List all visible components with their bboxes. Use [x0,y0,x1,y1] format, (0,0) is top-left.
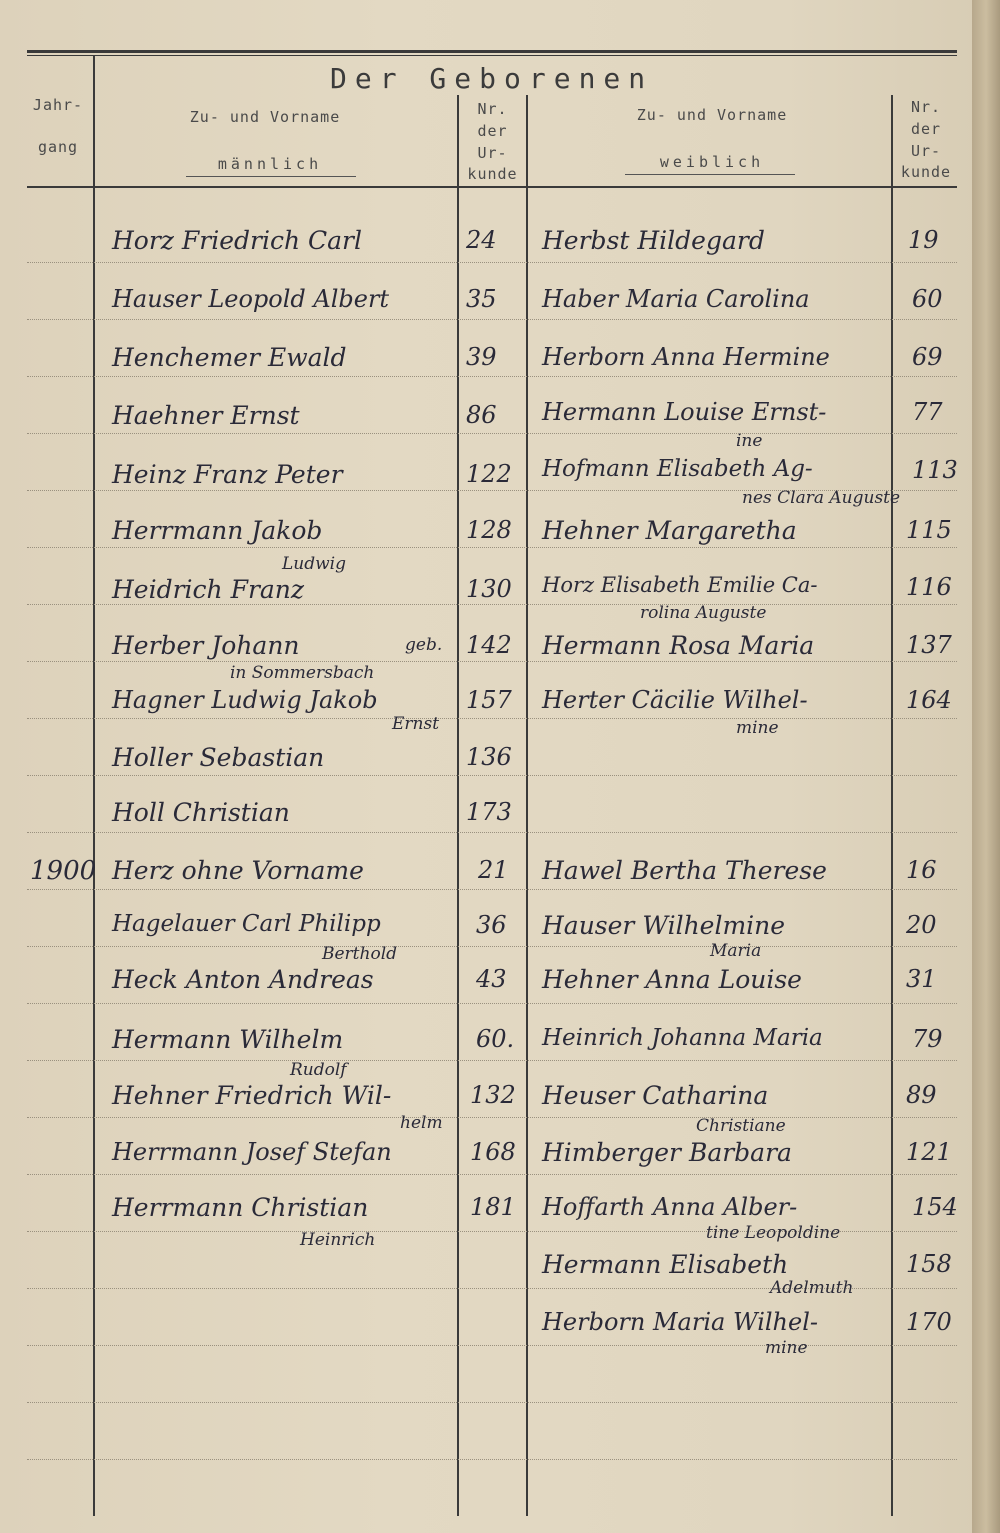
row-guide-line [27,946,957,947]
female-nr: 154 [912,1193,958,1221]
row-guide-line [27,376,957,377]
male-name: Herz ohne Vorname [112,856,364,885]
male-name-note: Ludwig [282,554,346,574]
male-nr: 136 [466,743,512,771]
female-name: Herbst Hildegard [542,226,765,255]
male-nr-line3: Ur- [477,144,508,162]
female-nr-line1: Nr. [910,98,942,116]
female-nr: 158 [906,1250,952,1278]
row-guide-line [27,1117,957,1118]
female-name: Heinrich Johanna Maria [542,1025,823,1051]
row-guide-line [27,718,957,719]
female-name: Hehner Margaretha [542,516,797,545]
female-nr: 116 [906,573,952,601]
row-guide-line [27,262,957,263]
female-name-note: Christiane [696,1116,786,1136]
male-name: Hermann Wilhelm [112,1025,344,1054]
female-name: Herborn Anna Hermine [542,343,830,371]
female-name: Hermann Elisabeth [542,1250,789,1279]
female-nr: 113 [912,456,958,484]
female-name: Herter Cäcilie Wilhel- [542,686,808,714]
female-nr-line2: der [910,120,942,138]
jahrgang-label-bottom: gang [37,138,79,156]
female-name: Hofmann Elisabeth Ag- [542,456,813,482]
female-sub-heading: weiblich [659,153,765,171]
male-name: Herrmann Jakob [112,516,323,545]
male-nr: 122 [466,460,512,488]
male-name: Holl Christian [112,798,290,827]
male-nr: 35 [466,285,497,313]
top-rule [27,50,957,53]
row-guide-line [27,889,957,890]
female-name: Hoffarth Anna Alber- [542,1193,798,1221]
col-line-4 [891,95,893,1516]
row-guide-line [27,775,957,776]
female-name: Herborn Maria Wilhel- [542,1308,818,1336]
row-guide-line [27,832,957,833]
female-name: Hawel Bertha Therese [542,856,827,885]
male-name: Hauser Leopold Albert [112,285,390,313]
male-nr: 39 [466,343,497,371]
female-nr: 89 [906,1081,937,1109]
female-nr: 137 [906,631,952,659]
female-nr-line4: kunde [900,163,952,181]
male-name-note: helm [400,1113,443,1133]
male-name-heading: Zu- und Vorname [189,108,341,126]
male-name: Heidrich Franz [112,575,305,604]
female-name-note: nes Clara Auguste [742,488,901,508]
page-edge [972,0,1000,1533]
male-nr: 181 [470,1193,516,1221]
male-nr-line2: der [477,122,508,140]
female-name-note: ine [736,431,763,451]
female-name-note: Maria [710,941,762,961]
male-name: Heinz Franz Peter [112,460,343,489]
male-nr: 36 [476,911,507,939]
male-sub-heading: männlich [217,155,323,173]
female-nr: 115 [906,516,952,544]
male-nr: 43 [476,965,507,993]
register-title: Der Geborenen [330,62,654,95]
col-line-1 [93,56,95,1516]
female-nr: 60 [912,285,943,313]
male-name-note: in Sommersbach [230,663,375,683]
female-underline [625,174,795,175]
male-name: Heck Anton Andreas [112,965,374,994]
female-nr: 77 [912,398,943,426]
male-name: Haehner Ernst [112,401,300,430]
female-nr: 79 [912,1025,943,1053]
female-name: Himberger Barbara [542,1138,792,1167]
female-name: Hauser Wilhelmine [542,911,786,940]
male-name-note: geb. [405,635,443,655]
col-line-2 [457,95,459,1516]
male-nr-line1: Nr. [477,100,508,118]
female-nr: 69 [912,343,943,371]
male-nr: 142 [466,631,512,659]
female-nr: 164 [906,686,952,714]
female-nr: 20 [906,911,937,939]
female-name-note: mine [765,1338,808,1358]
male-nr: 128 [466,516,512,544]
male-nr: 132 [470,1081,516,1109]
female-nr: 121 [906,1138,952,1166]
header-rule [27,186,957,188]
male-nr: 24 [466,226,497,254]
female-name: Hehner Anna Louise [542,965,802,994]
female-name: Heuser Catharina [542,1081,769,1110]
male-underline [186,176,356,177]
female-name-note: mine [736,718,779,738]
male-name: Hehner Friedrich Wil- [112,1081,392,1110]
row-guide-line [27,547,957,548]
male-name: Holler Sebastian [112,743,325,772]
female-nr-line3: Ur- [910,142,942,160]
male-name: Horz Friedrich Carl [112,226,362,255]
male-name: Herrmann Christian [112,1193,369,1222]
female-nr: 16 [906,856,937,884]
male-nr-line4: kunde [467,165,518,183]
male-name: Herrmann Josef Stefan [112,1138,392,1166]
male-nr: 173 [466,798,512,826]
year-1900: 1900 [30,856,97,886]
male-nr: 130 [466,575,512,603]
row-guide-line [27,604,957,605]
row-guide-line [27,1459,957,1460]
male-name-note: Rudolf [290,1060,347,1080]
male-nr: 60. [476,1025,515,1053]
jahrgang-label-top: Jahr- [32,96,84,114]
male-name-note: Ernst [392,714,440,734]
female-nr: 19 [908,226,939,254]
female-nr: 170 [906,1308,952,1336]
female-name-note: rolina Auguste [640,603,767,623]
col-line-3 [526,95,528,1516]
female-name: Haber Maria Carolina [542,285,810,313]
male-name: Herber Johann [112,631,300,660]
row-guide-line [27,1402,957,1403]
female-name-note: tine Leopoldine [706,1223,841,1243]
row-guide-line [27,319,957,320]
male-name-note: Heinrich [300,1230,376,1250]
male-nr: 157 [466,686,512,714]
row-guide-line [27,1060,957,1061]
male-nr: 86 [466,401,497,429]
male-name: Hagelauer Carl Philipp [112,911,381,937]
male-name: Henchemer Ewald [112,343,347,372]
female-name-note: Adelmuth [770,1278,854,1298]
male-nr: 21 [478,856,509,884]
top-rule-thin [27,55,957,56]
row-guide-line [27,1174,957,1175]
row-guide-line [27,1003,957,1004]
female-name: Hermann Rosa Maria [542,631,815,660]
row-guide-line [27,661,957,662]
male-name-note: Berthold [322,944,398,964]
female-name-heading: Zu- und Vorname [636,106,788,124]
female-nr: 31 [906,965,937,993]
male-nr: 168 [470,1138,516,1166]
female-name: Hermann Louise Ernst- [542,398,827,426]
male-name: Hagner Ludwig Jakob [112,686,378,714]
row-guide-line [27,433,957,434]
female-name: Horz Elisabeth Emilie Ca- [542,573,818,597]
row-guide-line [27,1345,957,1346]
